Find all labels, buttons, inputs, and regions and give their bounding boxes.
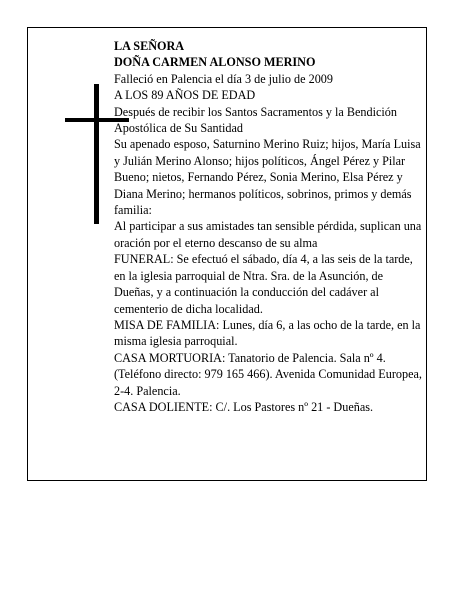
mourning-house-paragraph: CASA DOLIENTE: C/. Los Pastores nº 21 - Dueñas. (114, 399, 374, 414)
deceased-name: DOÑA CARMEN ALONSO MERINO (114, 55, 316, 70)
age-line: A LOS 89 AÑOS DE EDAD (114, 88, 256, 103)
family-paragraph: Su apenado esposo, Saturnino Merino Ruiz; hijos, María Luisa y Julián Merino Alonso; hijos políticos, Ángel Pérez y Pilar Bueno; nietos, Fernando Pérez, Sonia Merino, Elsa Pérez y Diana Merino; hermanos políticos, sobrinos, primos y demás familia: (114, 137, 421, 218)
prayer-request-paragraph: Al participar a sus amistades tan sensible pérdida, suplican una oración por el eterno descanso de su alma (114, 219, 422, 250)
death-date-line: Falleció en Palencia el día 3 de julio de 2009 (114, 71, 333, 86)
family-mass-paragraph: MISA DE FAMILIA: Lunes, día 6, a las ocho de la tarde, en la misma iglesia parroquial. (114, 317, 421, 349)
mortuary-paragraph: CASA MORTUORIA: Tanatorio de Palencia. Sala nº 4. (Teléfono directo: 979 165 466). Avenida Comunidad Europea, 2-4. Palencia. (114, 350, 422, 398)
sacraments-paragraph: Después de recibir los Santos Sacramentos y la Bendición Apostólica de Su Santidad (114, 104, 397, 136)
funeral-paragraph: FUNERAL: Se efectuó el sábado, día 4, a las seis de la tarde, en la iglesia parroquial de Ntra. Sra. de la Asunción, de Dueñas, y a continuación la conducción del cadáver al cementerio de dicha localidad. (114, 252, 413, 316)
obituary-text (114, 38, 422, 415)
heading-title: LA SEÑORA (114, 39, 185, 53)
